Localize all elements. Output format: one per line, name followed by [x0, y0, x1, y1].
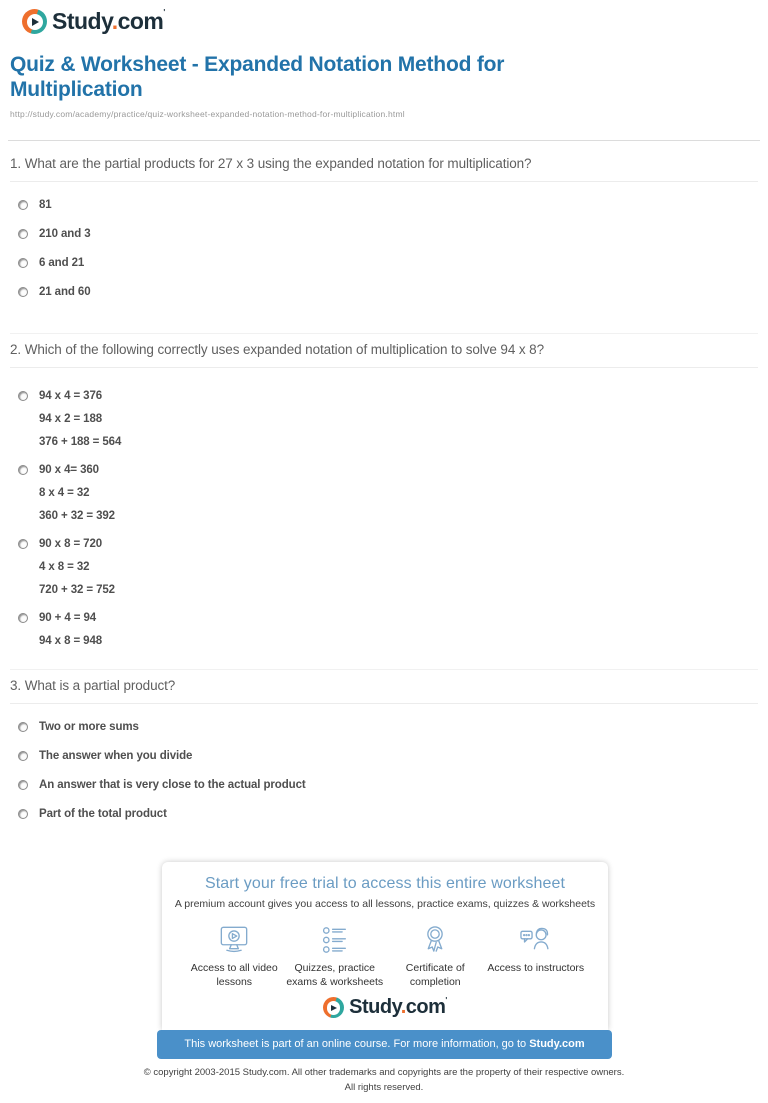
- feature-label: Quizzes, practice exams & worksheets: [286, 962, 384, 988]
- feature-label: Certificate of completion: [405, 962, 465, 988]
- answer-option[interactable]: [18, 607, 758, 653]
- option-line: 210 and 3: [39, 228, 91, 240]
- answer-option[interactable]: [18, 808, 758, 820]
- option-line: An answer that is very close to the actual product: [39, 779, 306, 791]
- option-line: 94 x 4 = 376: [39, 390, 103, 402]
- radio-button[interactable]: [18, 539, 28, 549]
- studycom-logo-text: Study.com': [52, 8, 165, 34]
- radio-button[interactable]: [18, 258, 28, 268]
- option-line: Two or more sums: [39, 721, 139, 733]
- instructors-icon: [486, 921, 587, 959]
- studycom-banner-link[interactable]: Study.com: [529, 1038, 585, 1050]
- option-label[interactable]: [39, 459, 115, 528]
- certificate-icon: [385, 921, 486, 959]
- question-1: [10, 156, 758, 315]
- studycom-play-icon: [323, 997, 344, 1018]
- option-line: 376 + 188 = 564: [39, 436, 122, 448]
- feature-label: Access to all video lessons: [190, 962, 278, 988]
- answer-option[interactable]: [18, 257, 758, 269]
- option-label[interactable]: [39, 257, 84, 269]
- option-line: The answer when you divide: [39, 750, 193, 762]
- option-label[interactable]: [39, 286, 91, 298]
- question-heading: 1. What are the partial products for 27 x 3 using the expanded notation for multiplication?: [10, 156, 758, 182]
- answer-option[interactable]: [18, 533, 758, 602]
- copyright-footer: [0, 1066, 768, 1095]
- answer-option[interactable]: [18, 385, 758, 454]
- option-line: 8 x 4 = 32: [39, 487, 90, 499]
- radio-button[interactable]: [18, 613, 28, 623]
- radio-button[interactable]: [18, 391, 28, 401]
- page-title: Quiz & Worksheet - Expanded Notation Method for Multiplication: [10, 53, 505, 101]
- free-trial-promo-card: [162, 862, 608, 1030]
- feature-label: Access to instructors: [487, 962, 585, 974]
- question-1-options: [10, 199, 758, 298]
- video-monitor-icon: [184, 921, 285, 959]
- answer-option[interactable]: [18, 286, 758, 298]
- answer-option[interactable]: [18, 228, 758, 240]
- header-divider: [8, 140, 760, 141]
- radio-button[interactable]: [18, 229, 28, 239]
- option-line: 81: [39, 199, 52, 211]
- radio-button[interactable]: [18, 751, 28, 761]
- question-3-options: [10, 721, 758, 820]
- option-label[interactable]: [39, 607, 102, 653]
- studycom-logo-text: Study.com': [349, 996, 447, 1019]
- feature-quizzes: [285, 921, 386, 989]
- question-3: [10, 678, 758, 837]
- quiz-list-icon: [285, 921, 386, 959]
- question-heading: 2. Which of the following correctly uses expanded notation of multiplication to solve 94 x 8?: [10, 342, 758, 368]
- banner-text: This worksheet is part of an online course. For more information, go to: [184, 1038, 530, 1050]
- feature-video-lessons: [184, 921, 285, 989]
- option-line: 720 + 32 = 752: [39, 584, 115, 596]
- feature-instructors: [486, 921, 587, 989]
- option-label[interactable]: [39, 199, 52, 211]
- question-heading: 3. What is a partial product?: [10, 678, 758, 704]
- option-label[interactable]: [39, 228, 91, 240]
- answer-option[interactable]: [18, 721, 758, 733]
- page-url: http://study.com/academy/practice/quiz-worksheet-expanded-notation-method-for-multiplication.html: [10, 109, 405, 119]
- studycom-logo-promo: [323, 996, 447, 1019]
- option-line: Part of the total product: [39, 808, 167, 820]
- feature-list: [162, 921, 608, 989]
- option-line: 21 and 60: [39, 286, 91, 298]
- option-line: 94 x 8 = 948: [39, 635, 103, 647]
- promo-subheading: A premium account gives you access to all lessons, practice exams, quizzes & worksheets: [174, 898, 596, 910]
- radio-button[interactable]: [18, 809, 28, 819]
- option-label[interactable]: [39, 721, 139, 733]
- option-line: 90 x 8 = 720: [39, 538, 103, 550]
- option-label[interactable]: [39, 779, 306, 791]
- course-info-banner: [157, 1030, 612, 1059]
- option-line: 4 x 8 = 32: [39, 561, 90, 573]
- radio-button[interactable]: [18, 780, 28, 790]
- question-2: [10, 342, 758, 658]
- radio-button[interactable]: [18, 722, 28, 732]
- studycom-logo[interactable]: [22, 8, 165, 35]
- studycom-play-icon: [22, 9, 47, 34]
- radio-button[interactable]: [18, 200, 28, 210]
- copyright-line-1: © copyright 2003-2015 Study.com. All other trademarks and copyrights are the property of their respective owners.: [143, 1067, 625, 1078]
- option-label[interactable]: [39, 533, 115, 602]
- promo-heading: Start your free trial to access this entire worksheet: [204, 875, 566, 892]
- option-label[interactable]: [39, 808, 167, 820]
- feature-certificate: [385, 921, 486, 989]
- option-line: 6 and 21: [39, 257, 85, 269]
- option-label[interactable]: [39, 385, 121, 454]
- question-2-options: [10, 385, 758, 653]
- radio-button[interactable]: [18, 287, 28, 297]
- option-line: 94 x 2 = 188: [39, 413, 103, 425]
- option-label[interactable]: [39, 750, 192, 762]
- answer-option[interactable]: [18, 459, 758, 528]
- copyright-line-2: All rights reserved.: [344, 1081, 424, 1093]
- answer-option[interactable]: [18, 779, 758, 791]
- option-line: 90 x 4= 360: [39, 464, 99, 476]
- option-line: 90 + 4 = 94: [39, 612, 97, 624]
- answer-option[interactable]: [18, 750, 758, 762]
- answer-option[interactable]: [18, 199, 758, 211]
- option-line: 360 + 32 = 392: [39, 510, 115, 522]
- radio-button[interactable]: [18, 465, 28, 475]
